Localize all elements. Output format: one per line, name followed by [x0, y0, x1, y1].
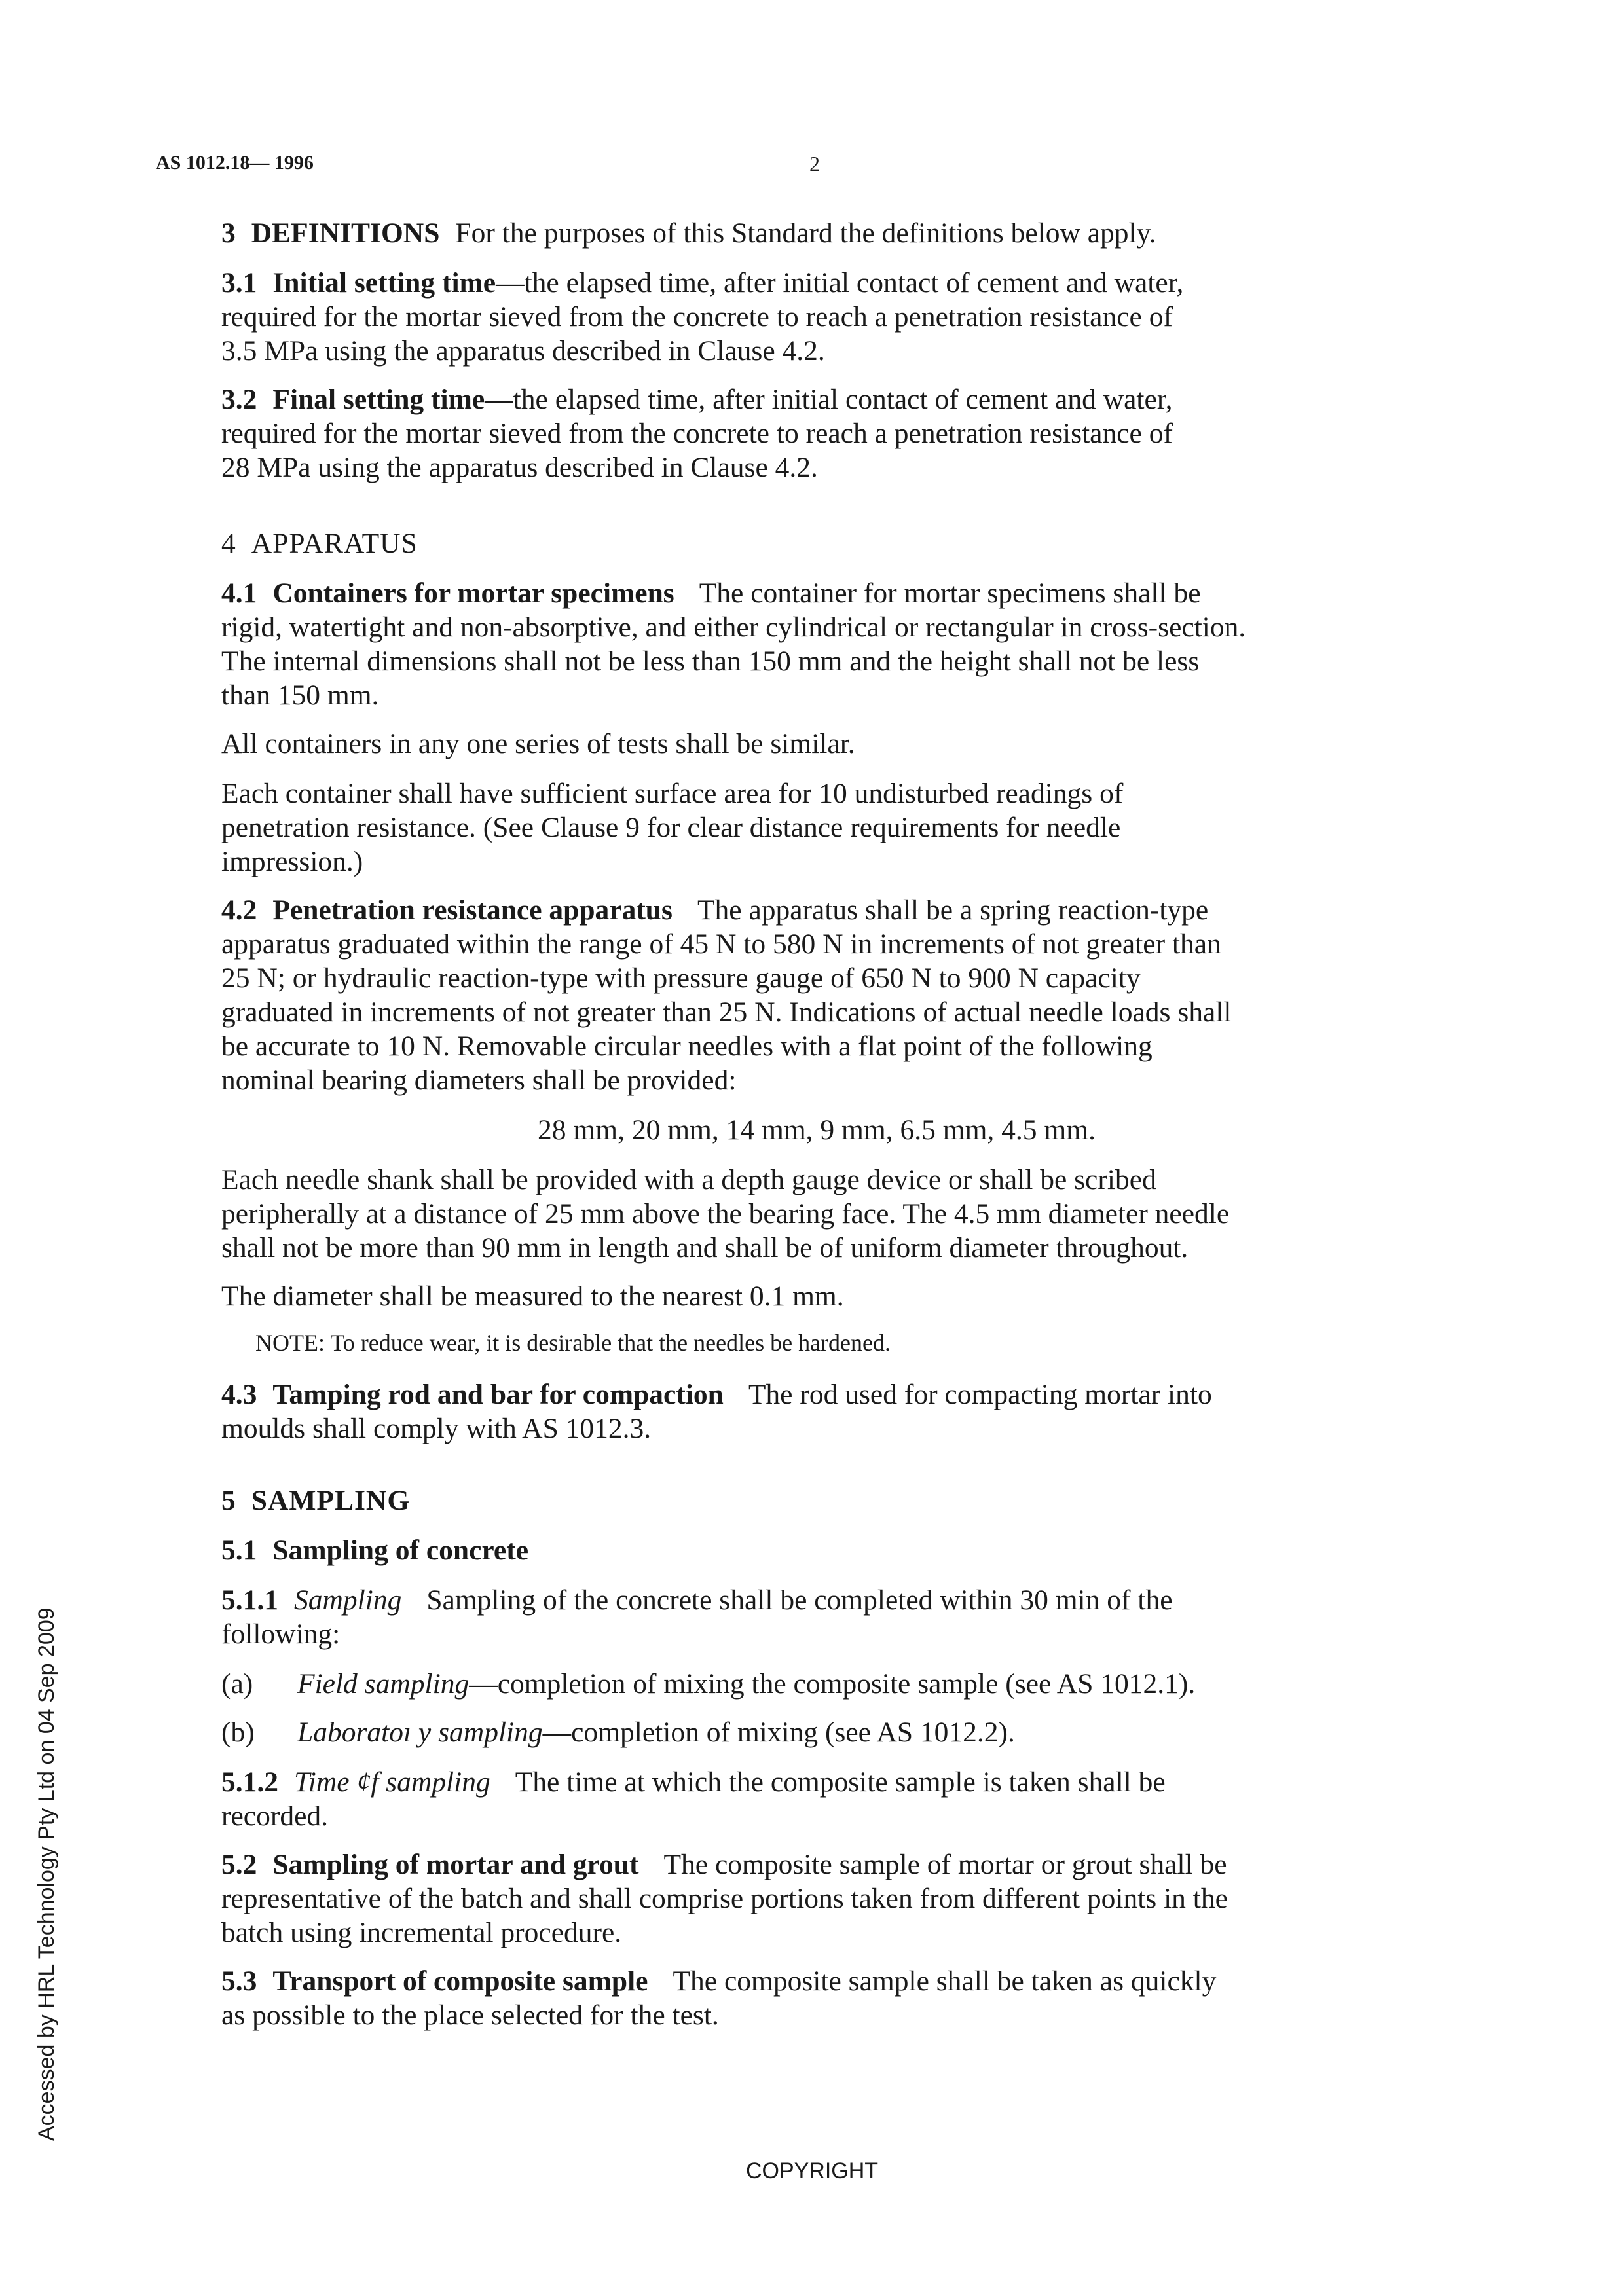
clause-number: 4.3: [221, 1379, 257, 1410]
clause-number: 5.1.1: [221, 1584, 278, 1616]
clause-text-line: 3.5 MPa using the apparatus described in Clause 4.2.: [221, 335, 825, 367]
clause-4-3: [221, 1377, 1412, 1446]
clause-text-line: rigid, watertight and non-absorptive, and either cylindrical or rectangular in cross-section.: [221, 611, 1246, 643]
section-4-heading: [221, 526, 1412, 560]
paragraph-text-line: Each container shall have sufficient surface area for 10 undisturbed readings of: [221, 778, 1124, 809]
clause-3-2: [221, 382, 1412, 484]
diameters-list: 28 mm, 20 mm, 14 mm, 9 mm, 6.5 mm, 4.5 mm.: [538, 1114, 1096, 1146]
access-stamp: Accessed by HRL Technology Pty Ltd on 04 Sep 2009: [34, 1607, 59, 2141]
paragraph-text-line: peripherally at a distance of 25 mm above the bearing face. The 4.5 mm diameter needle: [221, 1198, 1230, 1230]
clause-5-3: [221, 1964, 1412, 2032]
clause-title: Containers for mortar specimens: [272, 577, 674, 609]
section-5-heading: [221, 1484, 1412, 1518]
section-number: 3: [221, 217, 236, 249]
clause-number: 4.1: [221, 577, 257, 609]
clause-text-line: be accurate to 10 N. Removable circular needles with a flat point of the following: [221, 1030, 1153, 1062]
clause-text-line: as possible to the place selected for the test.: [221, 1999, 719, 2031]
clause-text-line: following:: [221, 1618, 341, 1650]
clause-title: Sampling of concrete: [272, 1535, 529, 1566]
clause-text-line: required for the mortar sieved from the concrete to reach a penetration resistance of: [221, 418, 1173, 449]
note: NOTE: To reduce wear, it is desirable that the needles be hardened.: [255, 1330, 891, 1356]
list-item-term: Field sampling: [297, 1668, 470, 1700]
section-number: 4: [221, 528, 236, 559]
list-item-text: —completion of mixing (see AS 1012.2).: [542, 1717, 1015, 1748]
clause-5-1: [221, 1533, 1412, 1567]
clause-text-line: graduated in increments of not greater than 25 N. Indications of actual needle loads shall: [221, 996, 1232, 1028]
clause-number: 5.3: [221, 1965, 257, 1997]
clause-text-line: 25 N; or hydraulic reaction-type with pressure gauge of 650 N to 900 N capacity: [221, 962, 1141, 994]
clause-text-line: The time at which the composite sample is taken shall be: [515, 1766, 1166, 1798]
section-intro: For the purposes of this Standard the definitions below apply.: [455, 217, 1156, 249]
clause-title: Sampling: [294, 1584, 402, 1616]
clause-text-line: moulds shall comply with AS 1012.3.: [221, 1413, 652, 1444]
clause-text-line: batch using incremental procedure.: [221, 1917, 622, 1948]
list-item-term: Laboratoı y sampling: [297, 1717, 543, 1748]
paragraph-text: All containers in any one series of tests shall be similar.: [221, 728, 855, 759]
clause-text-line: 28 MPa using the apparatus described in Clause 4.2.: [221, 452, 818, 483]
clause-title: Time ¢f sampling: [294, 1766, 490, 1798]
clause-text-line: recorded.: [221, 1800, 329, 1832]
clause-title: Transport of composite sample: [272, 1965, 648, 1997]
paragraph-text-line: penetration resistance. (See Clause 9 for clear distance requirements for needle: [221, 812, 1121, 843]
clause-text-line: —the elapsed time, after initial contact of cement and water,: [496, 267, 1184, 299]
clause-text-line: required for the mortar sieved from the concrete to reach a penetration resistance of: [221, 301, 1173, 333]
clause-title: Sampling of mortar and grout: [272, 1849, 639, 1880]
clause-text-line: Sampling of the concrete shall be completed within 30 min of the: [426, 1584, 1173, 1616]
copyright-footer: COPYRIGHT: [745, 2159, 879, 2183]
clause-text-line: The container for mortar specimens shall be: [699, 577, 1201, 609]
section-3-heading: [221, 216, 1412, 250]
clause-text-line: The rod used for compacting mortar into: [748, 1379, 1212, 1410]
clause-5-2: [221, 1848, 1412, 1950]
clause-number: 3.2: [221, 384, 257, 415]
clause-number: 5.1: [221, 1535, 257, 1566]
paragraph: [221, 1279, 1412, 1313]
clause-text-line: The composite sample shall be taken as quickly: [673, 1965, 1217, 1997]
clause-text-line: The apparatus shall be a spring reaction-type: [697, 894, 1209, 926]
section-title: DEFINITIONS: [251, 217, 440, 249]
paragraph: [221, 727, 1412, 761]
clause-3-1: [221, 266, 1412, 368]
clause-number: 4.2: [221, 894, 257, 926]
clause-text-line: than 150 mm.: [221, 680, 379, 711]
clause-5-1-1: [221, 1583, 1412, 1651]
clause-5-1-2: [221, 1765, 1412, 1833]
clause-text-line: —the elapsed time, after initial contact of cement and water,: [485, 384, 1173, 415]
section-title: APPARATUS: [251, 528, 418, 559]
list-item-b: [221, 1715, 1412, 1749]
clause-text-line: The composite sample of mortar or grout shall be: [663, 1849, 1227, 1880]
paragraph: [221, 1163, 1412, 1265]
paragraph-text: The diameter shall be measured to the nearest 0.1 mm.: [221, 1281, 844, 1312]
clause-text-line: nominal bearing diameters shall be provided:: [221, 1065, 737, 1096]
clause-number: 5.1.2: [221, 1766, 278, 1798]
document-code: AS 1012.18— 1996: [156, 152, 314, 173]
clause-text-line: apparatus graduated within the range of 45 N to 580 N in increments of not greater than: [221, 928, 1221, 960]
list-item-text: —completion of mixing the composite sample (see AS 1012.1).: [469, 1668, 1196, 1700]
clause-4-2: [221, 893, 1412, 1097]
clause-4-1: [221, 576, 1412, 712]
clause-number: 5.2: [221, 1849, 257, 1880]
section-number: 5: [221, 1485, 236, 1516]
list-item-label: (b): [221, 1717, 255, 1748]
paragraph: [221, 776, 1412, 879]
clause-term: Initial setting time: [272, 267, 496, 299]
paragraph-text-line: impression.): [221, 846, 363, 877]
paragraph-text-line: Each needle shank shall be provided with a depth gauge device or shall be scribed: [221, 1164, 1156, 1195]
clause-number: 3.1: [221, 267, 257, 299]
clause-text-line: The internal dimensions shall not be less than 150 mm and the height shall not be less: [221, 646, 1200, 677]
clause-text-line: representative of the batch and shall comprise portions taken from different points in the: [221, 1883, 1228, 1914]
section-title: SAMPLING: [251, 1485, 411, 1516]
clause-term: Final setting time: [272, 384, 485, 415]
list-item-label: (a): [221, 1668, 253, 1700]
needle-diameters: [221, 1113, 1412, 1147]
page-number: 2: [809, 152, 820, 175]
list-item-a: [221, 1667, 1412, 1701]
clause-title: Penetration resistance apparatus: [272, 894, 673, 926]
paragraph-text-line: shall not be more than 90 mm in length and shall be of uniform diameter throughout.: [221, 1232, 1189, 1264]
clause-title: Tamping rod and bar for compaction: [272, 1379, 724, 1410]
